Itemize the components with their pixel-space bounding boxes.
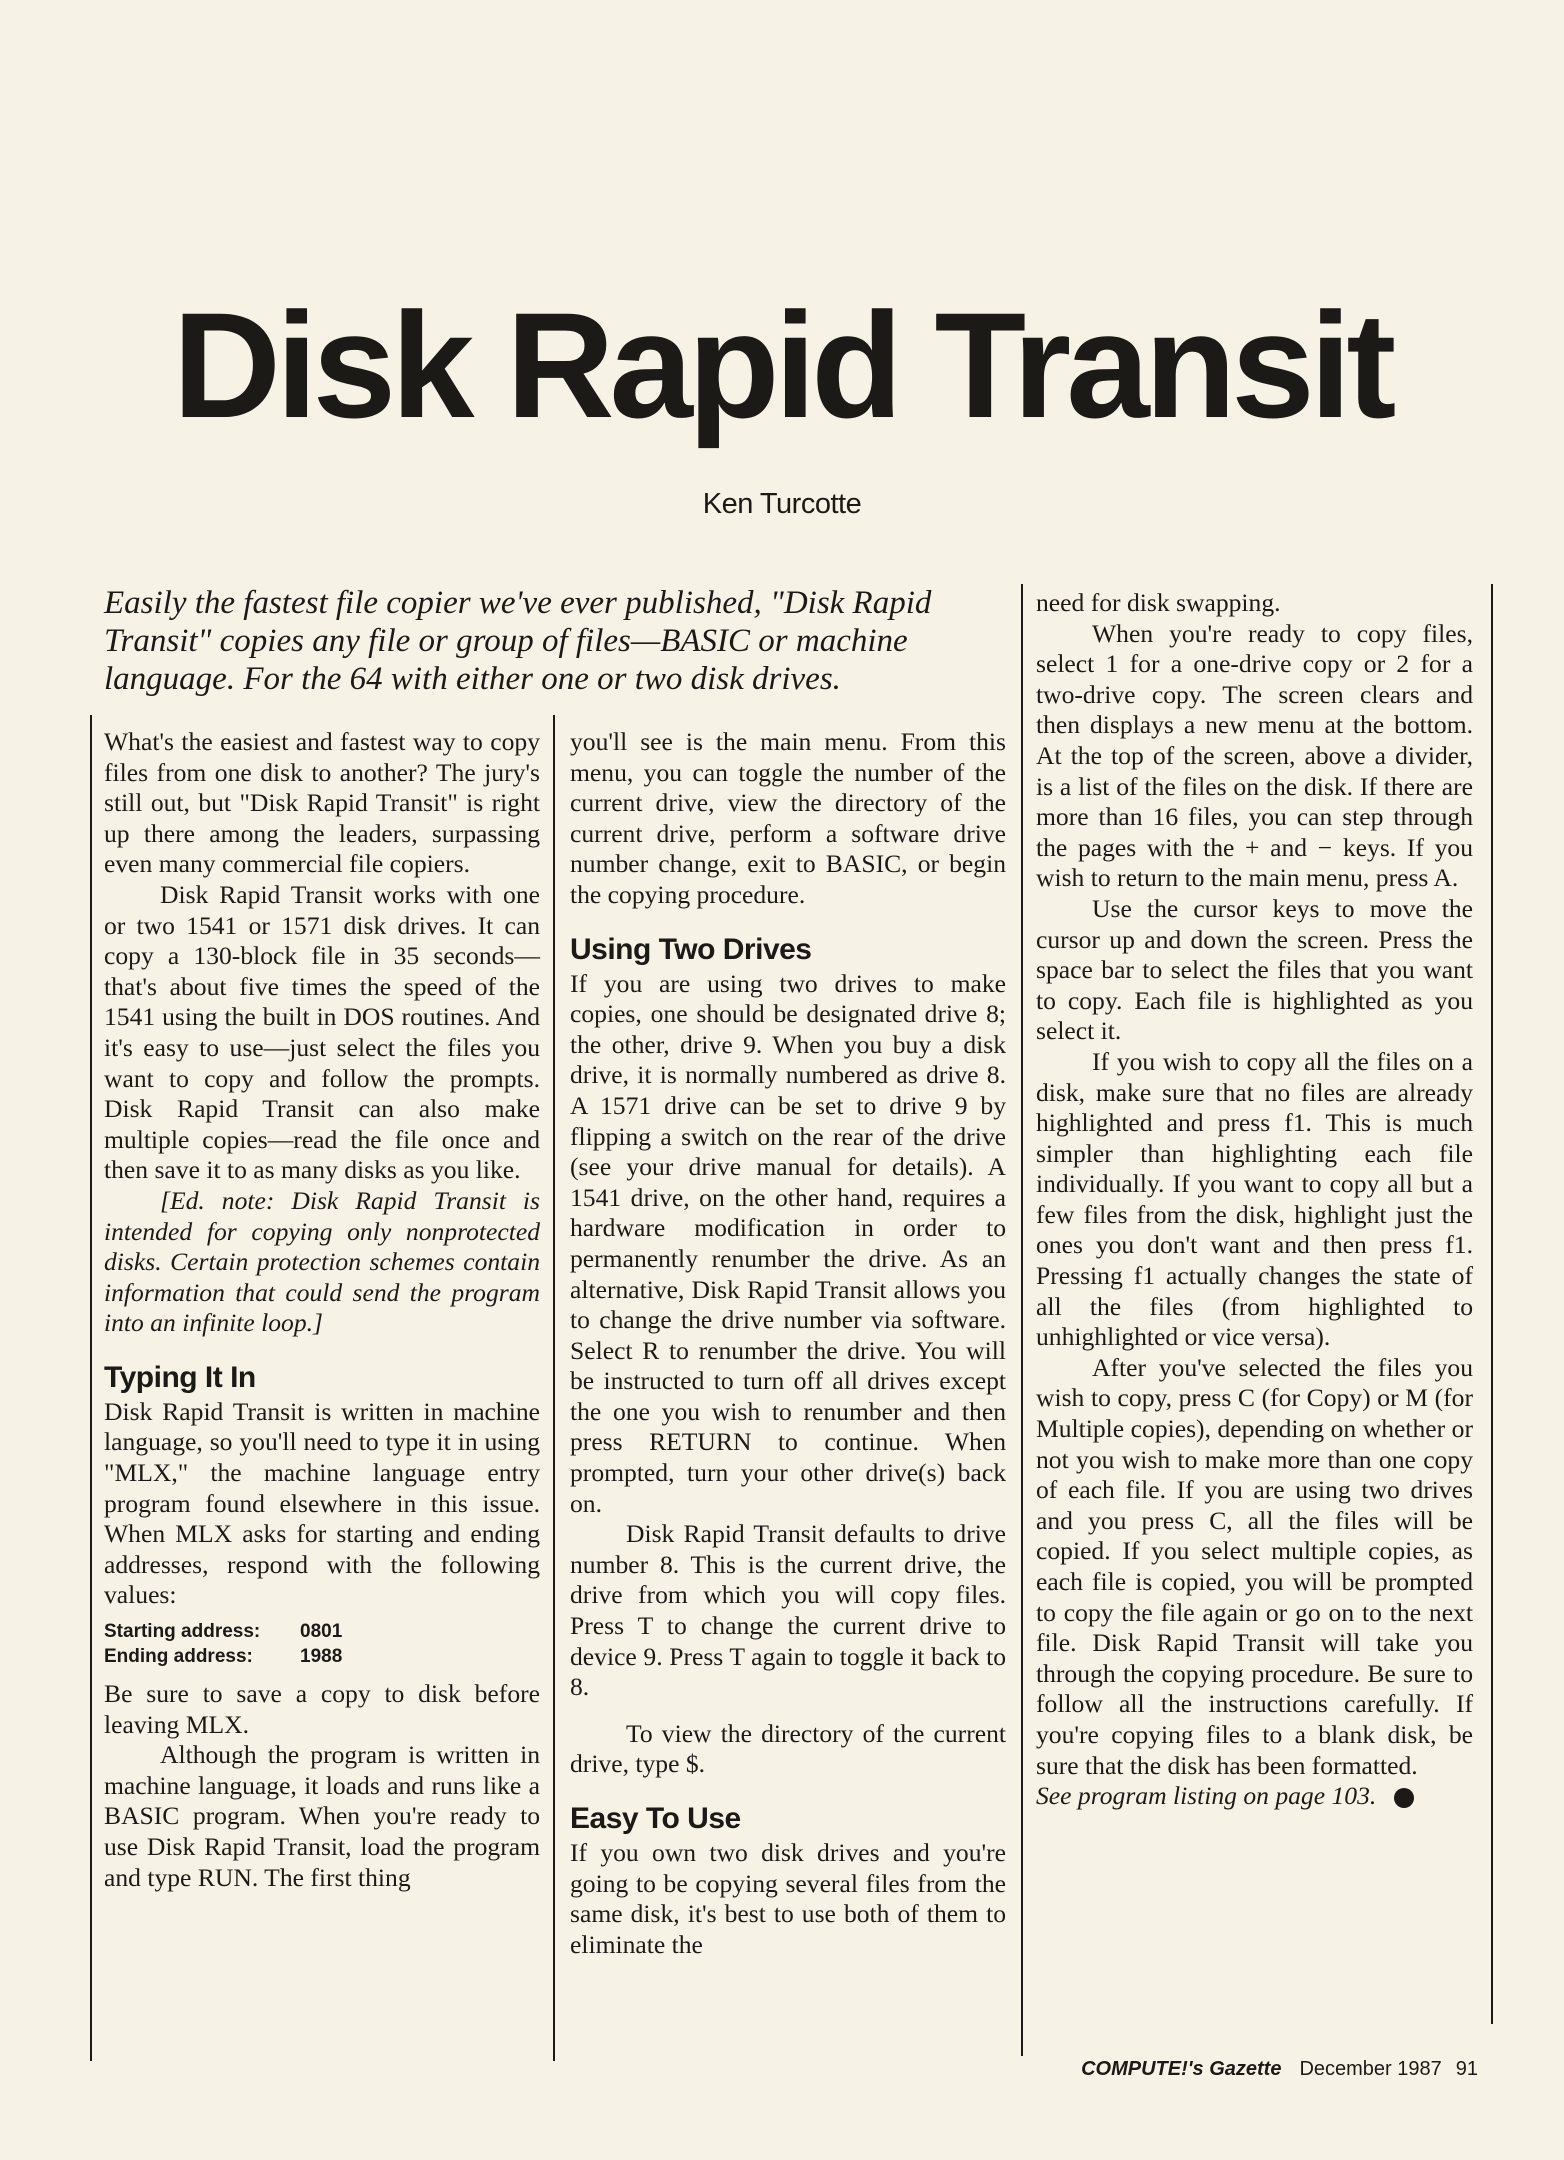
middle-column-rule xyxy=(553,715,555,2061)
ending-address-label: Ending address: xyxy=(104,1646,253,1668)
paragraph: After you've selected the files you wish to copy, press C (for Copy) or M (for Multiple copies), depending on whether or not you wish to make more than one copy of each file. If you are using two drives and you press C, all the files will be copied. If you select multiple copies, as each file is copied, you will be prompted to copy the file again or go on to the next file. Disk Rapid Transit will take you through the copying procedure. Be sure to follow all the instructions carefully. If you're copying files to a blank disk, be sure that the disk has been formatted. xyxy=(1036,1352,1473,1780)
paragraph: Be sure to save a copy to disk before leaving MLX. xyxy=(104,1679,540,1739)
paragraph: If you are using two drives to make copies, one should be designated drive 8; the other, drive 9. When you buy a disk drive, it is normally numbered as drive 8. A 1571 drive can be set to drive 9 by flipping a switch on the rear of the drive (see your drive manual for details). A 1541 drive, on the other hand, requires a hardware modification in order to permanently renumber the drive. As an alternative, Disk Rapid Transit allows you to change the drive number via software. Select R to renumber the drive. You will be instructed to turn off all drives except the one you wish to renumber and then press RETURN to continue. When prompted, turn your other drive(s) back on. xyxy=(570,968,1006,1518)
article-dek: Easily the fastest file copier we've ever published, "Disk Rapid Transit" copies any file or group of files—BASIC or machine language. For the 64 with either one or two disk drives. xyxy=(104,585,932,697)
paragraph: Although the program is written in machine language, it loads and runs like a BASIC program. When you're ready to use Disk Rapid Transit, load the program and type RUN. The first thing xyxy=(104,1740,540,1892)
article-column-3 xyxy=(1036,588,1473,1812)
paragraph: What's the easiest and fastest way to copy files from one disk to another? The jury's still out, but "Disk Rapid Transit" is right up there among the leaders, surpassing even many commercial file copiers. xyxy=(104,727,540,879)
paragraph: To view the directory of the current drive, type $. xyxy=(570,1718,1006,1779)
dek-column-rule xyxy=(1021,584,1023,2056)
paragraph: need for disk swapping. xyxy=(1036,588,1281,617)
article-column-1 xyxy=(104,727,540,1893)
author-byline: Ken Turcotte xyxy=(702,488,862,520)
paragraph: When you're ready to copy files, select 1 for a one-drive copy or 2 for a two-drive copy. The screen clears and then displays a new menu at the bottom. At the top of the screen, above a divider, is a list of the files on the disk. If there are more than 16 files, you can step through the pages with the + and − keys. If you wish to return to the main menu, press A. xyxy=(1036,618,1473,893)
paragraph: If you own two disk drives and you're going to be copying several files from the same disk, it's best to use both of them to eliminate the xyxy=(570,1838,1006,1959)
page-number: 91 xyxy=(1455,2058,1478,2080)
editor-note: [Ed. note: Disk Rapid Transit is intended for copying only nonprotected disks. Certain protection schemes contain information that could send the program into an infinite loop.] xyxy=(104,1185,540,1338)
see-listing-text: See program listing on page 103. xyxy=(1036,1781,1377,1811)
section-heading-typing-it-in: Typing It In xyxy=(104,1360,256,1394)
starting-address-value: 0801 xyxy=(300,1621,343,1643)
left-column-rule xyxy=(90,715,92,2061)
starting-address-label: Starting address: xyxy=(104,1621,261,1643)
right-column-rule xyxy=(1491,584,1493,2024)
paragraph: Disk Rapid Transit is written in machine language, so you'll need to type it in using "MLX," the machine language entry program found elsewhere in this issue. When MLX asks for starting and ending addresses, respond with the following values: xyxy=(104,1396,540,1610)
article-column-2 xyxy=(570,727,1006,1960)
paragraph: Disk Rapid Transit works with one or two 1541 or 1571 disk drives. It can copy a 130-block file in 35 seconds—that's about five times the speed of the 1541 using the built in DOS routines. And it's easy to use—just select the files you want to copy and follow the prompts. Disk Rapid Transit can also make multiple copies—read the file once and then save it to as many disks as you like. xyxy=(104,879,540,1185)
paragraph: Use the cursor keys to move the cursor up and down the screen. Press the space bar to select the files that you want to copy. Each file is highlighted as you select it. xyxy=(1036,893,1473,1046)
see-listing-line xyxy=(1036,1781,1473,1812)
section-heading-using-two-drives: Using Two Drives xyxy=(570,932,812,966)
end-mark-icon xyxy=(1394,1788,1414,1808)
ending-address-value: 1988 xyxy=(300,1646,343,1668)
article-title: Disk Rapid Transit xyxy=(172,281,1392,449)
publication-name: COMPUTE!'s Gazette xyxy=(1081,2058,1282,2080)
issue-date: December 1987 xyxy=(1299,2058,1442,2080)
paragraph: If you wish to copy all the files on a disk, make sure that no files are already highlighted and press f1. This is much simpler than highlighting each file individually. If you want to copy all but a few files from the disk, highlight just the ones you don't want and then press f1. Pressing f1 actually changes the state of all the files (from highlighted to unhighlighted or vice versa). xyxy=(1036,1046,1473,1352)
section-heading-easy-to-use: Easy To Use xyxy=(570,1802,741,1835)
page-footer xyxy=(1081,2058,1478,2081)
paragraph: you'll see is the main menu. From this menu, you can toggle the number of the current drive, view the directory of the current drive, perform a software drive number change, exit to BASIC, or begin the copying procedure. xyxy=(570,727,1006,909)
address-values xyxy=(104,1619,540,1669)
paragraph: Disk Rapid Transit defaults to drive number 8. This is the current drive, the drive from which you will copy files. Press T to change the current drive to device 9. Press T again to toggle it back to 8. xyxy=(570,1519,1006,1702)
